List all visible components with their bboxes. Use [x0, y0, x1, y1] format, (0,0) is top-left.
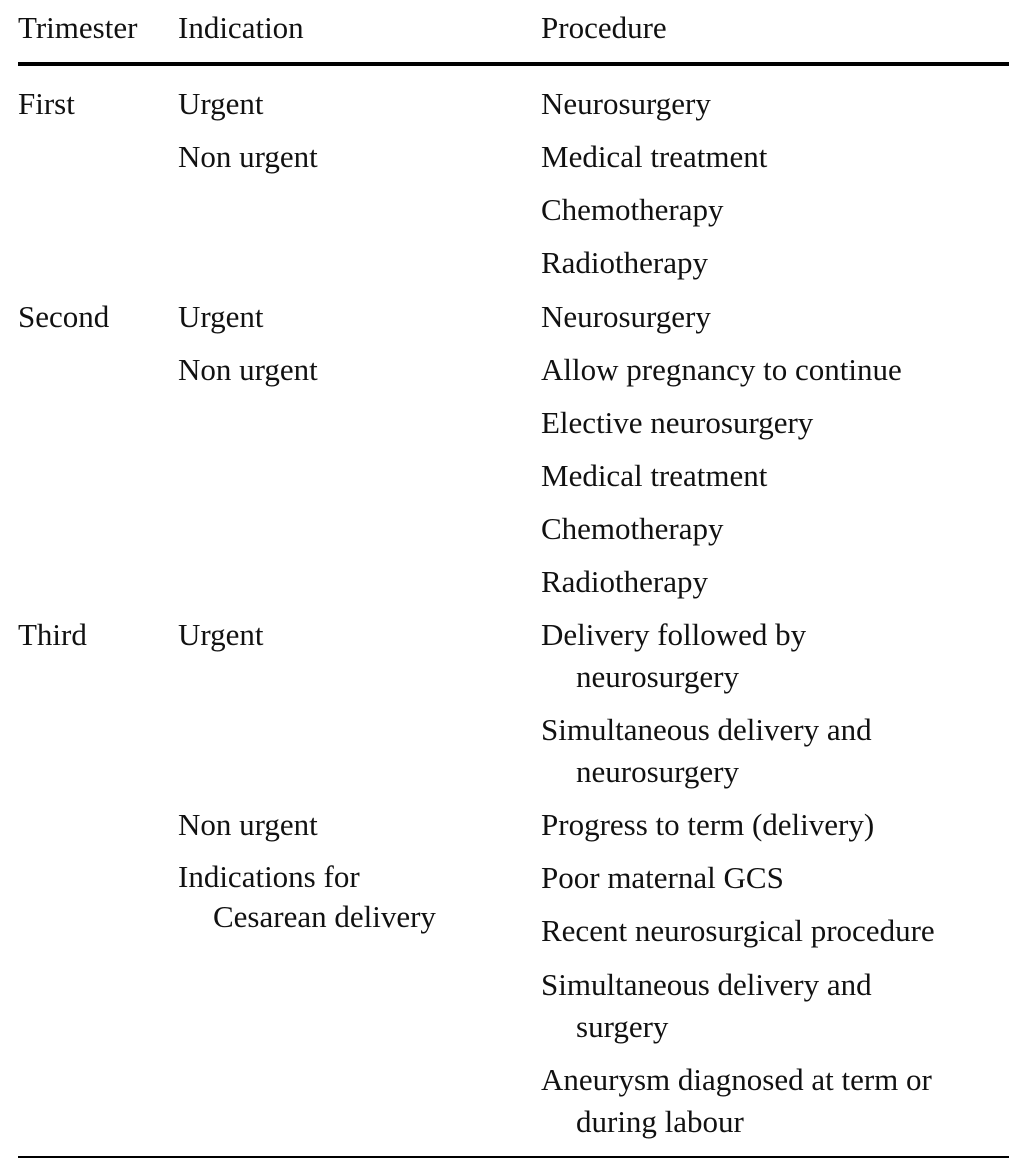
- trimester-third: Third: [18, 617, 87, 652]
- header-rule: [18, 62, 1009, 66]
- trimester-second: Second: [18, 299, 110, 334]
- indication-second-urgent: Urgent: [178, 299, 264, 334]
- procedure-item: Progress to term (delivery): [541, 807, 875, 842]
- procedure-item: Medical treatment: [541, 458, 768, 493]
- header-procedure: Procedure: [541, 10, 667, 45]
- procedure-item: Elective neurosurgery: [541, 405, 814, 440]
- procedure-line1: Delivery followed by: [541, 617, 807, 652]
- procedure-item: Chemotherapy: [541, 511, 724, 546]
- procedure-item: Allow pregnancy to continue: [541, 352, 902, 387]
- trimester-first: First: [18, 86, 75, 121]
- footer-rule: [18, 1156, 1009, 1158]
- header-indication: Indication: [178, 10, 304, 45]
- procedure-item-wrapped: [541, 1059, 932, 1143]
- indication-cesarean-line2: Cesarean delivery: [213, 899, 436, 934]
- procedure-item: Chemotherapy: [541, 192, 724, 227]
- indication-third-non-urgent: Non urgent: [178, 807, 318, 842]
- procedure-item-wrapped: [541, 709, 872, 793]
- indication-cesarean: [178, 857, 436, 937]
- procedure-item: Radiotherapy: [541, 564, 709, 599]
- indication-first-urgent: Urgent: [178, 86, 264, 121]
- table-header-row: [0, 8, 1018, 48]
- procedure-line2: neurosurgery: [576, 659, 739, 694]
- procedure-line2: neurosurgery: [576, 754, 739, 789]
- indication-first-non-urgent: Non urgent: [178, 139, 318, 174]
- procedure-line2: surgery: [576, 1009, 669, 1044]
- indication-second-non-urgent: Non urgent: [178, 352, 318, 387]
- procedure-line2: during labour: [576, 1104, 744, 1139]
- indication-cesarean-line1: Indications for: [178, 859, 360, 894]
- procedure-item-wrapped: [541, 964, 872, 1048]
- procedure-item: Neurosurgery: [541, 86, 711, 121]
- procedure-item: Radiotherapy: [541, 245, 709, 280]
- procedure-line1: Simultaneous delivery and: [541, 712, 872, 747]
- procedure-item: Poor maternal GCS: [541, 860, 784, 895]
- header-trimester: Trimester: [18, 10, 138, 45]
- indication-third-urgent: Urgent: [178, 617, 264, 652]
- procedure-item-wrapped: [541, 614, 806, 698]
- procedure-item: Neurosurgery: [541, 299, 711, 334]
- procedure-line1: Aneurysm diagnosed at term or: [541, 1062, 932, 1097]
- procedure-line1: Simultaneous delivery and: [541, 967, 872, 1002]
- procedure-item: Recent neurosurgical procedure: [541, 913, 935, 948]
- procedure-item: Medical treatment: [541, 139, 768, 174]
